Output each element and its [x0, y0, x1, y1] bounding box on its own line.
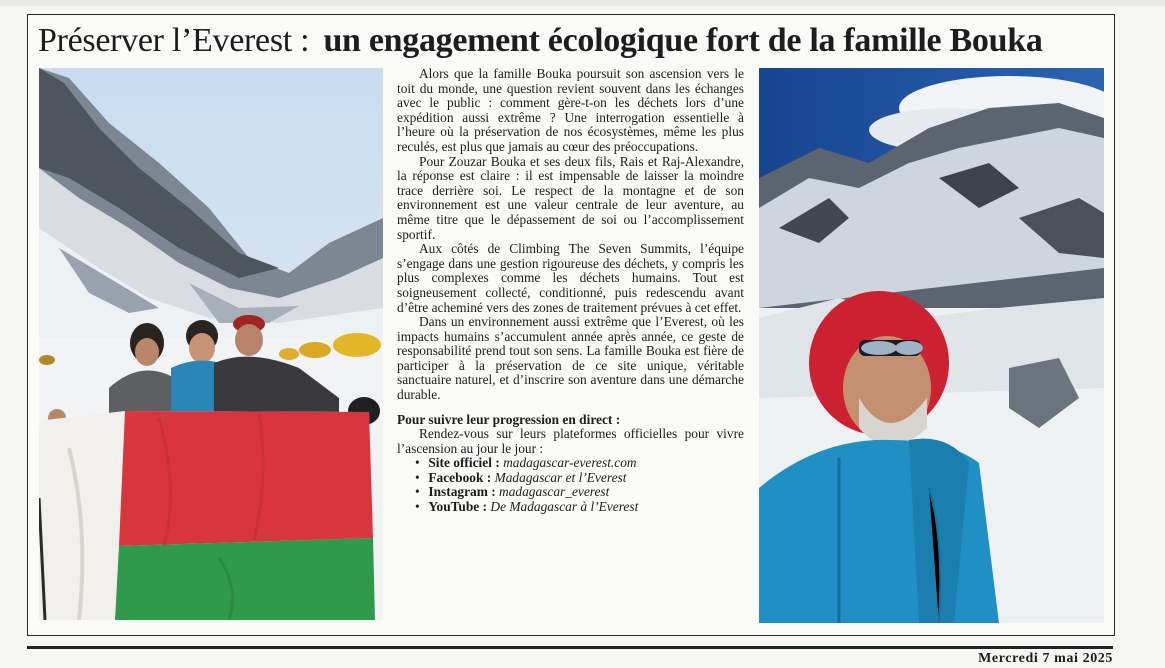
- climber-portrait-image: [759, 68, 1104, 623]
- headline-prefix: Préserver l’Everest :: [38, 22, 310, 59]
- article-frame: [27, 14, 1115, 636]
- bullet-icon: •: [415, 455, 420, 471]
- headline: [38, 19, 1043, 63]
- list-item: [415, 500, 744, 514]
- headline-main: un engagement écologique fort de la famille Bouka: [323, 22, 1043, 59]
- bullet-icon: •: [415, 469, 420, 485]
- list-item: [415, 456, 744, 470]
- instagram-link: madagascar_everest: [499, 484, 610, 500]
- facebook-link: Madagascar et l’Everest: [494, 469, 627, 485]
- article-paragraph: Dans un environnement aussi extrême que l’Everest, où les impacts humains s’accumulent année après année, ce geste de responsabilité prend tout son sens. La famille Bouka est fière de participer à la préservation de ce site unique, véritable sanctuaire naturel, et d’inscrire son aventure dans une démarche durable.: [397, 314, 744, 403]
- link-label: YouTube :: [428, 498, 488, 514]
- youtube-link: De Madagascar à l’Everest: [490, 498, 639, 514]
- link-label: Instagram :: [428, 484, 496, 500]
- article-body: [397, 67, 744, 514]
- article-paragraph: Aux côtés de Climbing The Seven Summits, l’équipe s’engage dans une gestion rigoureuse des déchets, y compris les plus complexes comme les déchets humains. Tout est soigneusement collecté, conditionné, puis redescendu avant d’être acheminé vers des zones de traitement prévues à cet effet.: [397, 241, 744, 315]
- list-item: [415, 471, 744, 485]
- article-paragraph: Alors que la famille Bouka poursuit son ascension vers le toit du monde, une question revient souvent dans les échanges avec le public : comment gère-t-on les déchets lors d’une expédition aussi extrême ? Une interrogation essentielle à l’heure où la préservation de nos écosystèmes, même les plus reculés, est plus que jamais au cœur des préoccupations.: [397, 66, 744, 154]
- top-page-edge: [0, 0, 1165, 6]
- follow-intro: Rendez-vous sur leurs plateformes officielles pour vivre l’ascension au jour le jour :: [397, 426, 744, 456]
- bullet-icon: •: [415, 484, 420, 500]
- climber-portrait-photo: [759, 68, 1104, 623]
- social-links-list: [397, 456, 744, 514]
- list-item: [415, 485, 744, 499]
- link-label: Facebook :: [428, 469, 492, 485]
- issue-date: Mercredi 7 mai 2025: [978, 651, 1113, 666]
- article-paragraph: Pour Zouzar Bouka et ses deux fils, Rais et Raj-Alexandre, la réponse est claire : il est impensable de laisser la moindre trace derrière soi. Le respect de la montagne et de son environnement est une valeur centrale de leur aventure, au même titre que le dépassement de soi ou l’accomplissement sportif.: [397, 153, 744, 242]
- website-link: madagascar-everest.com: [503, 455, 637, 471]
- follow-heading: Pour suivre leur progression en direct :: [397, 411, 621, 427]
- footer-rule: [27, 646, 1113, 649]
- link-label: Site officiel :: [428, 455, 500, 471]
- bullet-icon: •: [415, 498, 420, 514]
- team-flag-photo-image: [39, 68, 383, 620]
- team-flag-photo: [39, 68, 383, 620]
